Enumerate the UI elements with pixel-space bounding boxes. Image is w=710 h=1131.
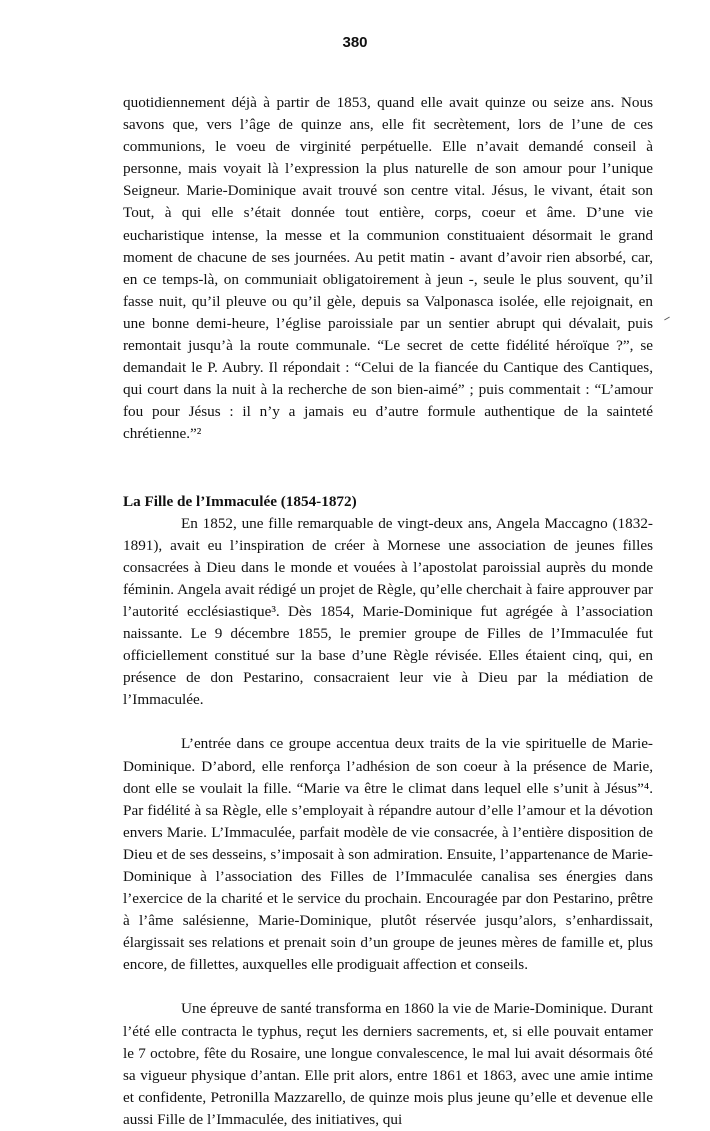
section-spacer: [123, 446, 653, 491]
paragraph-spacer: [123, 711, 653, 733]
paragraph-continuation: quotidiennement déjà à partir de 1853, quand elle avait quinze ou seize ans. Nous savons que, vers l’âge de quinze ans, elle fit secrètement, lors de l’une de ces communions, le voeu de virginité perpétuelle. Elle n’avait demandé conseil à personne, mais voyait là l’expression la plus naturelle de son amour pour l’unique Seigneur. Marie-Dominique avait trouvé son centre vital. Jésus, le vivant, était son Tout, à qui elle s’était donnée tout entière, corps, coeur et âme. D’une vie eucharistique intense, la messe et la communion constituaient désormait le grand moment de chacune de ses journées. Au petit matin - avant d’avoir rien absorbé, car, en ce temps-là, on communiait obligatoirement à jeun -, seule le plus souvent, qu’il fasse nuit, qu’il pleuve ou qu’il gèle, depuis sa Valponasca isolée, elle rejoignait, en une bonne demi-heure, l’église paroissiale par un sentier abrupt qui dévalait, puis remontait jusqu’à la route communale. “Le secret de cette fidélité héroïque ?”, se demandait le P. Aubry. Il répondait : “Celui de la fiancée du Cantique des Cantiques, qui court dans la nuit à la recherche de son bien-aimé” ; puis commentait : “L’amour fou pour Jésus : il n’y a jamais eu d’autre formule authentique de la sainteté chrétienne.”²: [123, 94, 653, 443]
paragraph-group-entry: L’entrée dans ce groupe accentua deux traits de la vie spirituelle de Marie-Dominique. D’abord, elle renforça l’adhésion de son coeur à la présence de Marie, dont elle se voulait la fille. “Marie va être le climat dans lequel elle s’unit à Jésus”⁴. Par fidélité à sa Règle, elle s’employait à répandre autour d’elle l’amour et la dévotion envers Marie. L’Immaculée, parfait modèle de vie consacrée, à l’entière disposition de Dieu et de ses desseins, s’imposait à son admiration. Ensuite, l’appartenance de Marie-Dominique à l’association des Filles de l’Immaculée canalisa ses énergies dans l’exercice de la charité et le service du prochain. Encouragée par don Pestarino, prêtre à l’âme salésienne, Marie-Dominique, plutôt réservée jusqu’alors, s’enhardissait, élargissait ses relations et prenait soin d’un groupe de jeunes mères de famille et, plus encore, de fillettes, auxquelles elle prodiguait affection et conseils.: [123, 735, 653, 974]
paragraph-spacer: [123, 976, 653, 998]
page-number: 380: [342, 34, 368, 51]
paragraph-angela-maccagno: En 1852, une fille remarquable de vingt-deux ans, Angela Maccagno (1832-1891), avait eu l’inspiration de créer à Mornese une association de jeunes filles consacrées à Dieu dans le monde et vouées à l’apostolat paroissial auprès du monde féminin. Angela avait rédigé un projet de Règle, qu’elle cherchait à faire approuver par l’autorité ecclésiastique³. Dès 1854, Marie-Dominique fut agrégée à l’association naissante. Le 9 décembre 1855, le premier groupe de Filles de l’Immaculée fut officiellement constitué sur la base d’une Règle révisée. Elles étaient cinq, qui, en présence de don Pestarino, consacraient leur vie à Dieu par la médiation de l’Immaculée.: [123, 514, 653, 709]
margin-mark: [664, 317, 670, 321]
section-heading: La Fille de l’Immaculée (1854-1872): [123, 492, 357, 510]
paragraph-health-trial: Une épreuve de santé transforma en 1860 la vie de Marie-Dominique. Durant l’été elle contracta le typhus, reçut les derniers sacrements, et, si elle pouvait entamer le 7 octobre, fête du Rosaire, une longue convalescence, le mal lui avait désormais ôté sa vigueur physique d’antan. Elle prit alors, entre 1861 et 1863, avec une amie intime et confidente, Petronilla Mazzarello, de quinze mois plus jeune qu’elle et devenue elle aussi Fille de l’Immaculée, des initiatives, qui: [123, 1000, 653, 1128]
page-body: [123, 92, 653, 1131]
